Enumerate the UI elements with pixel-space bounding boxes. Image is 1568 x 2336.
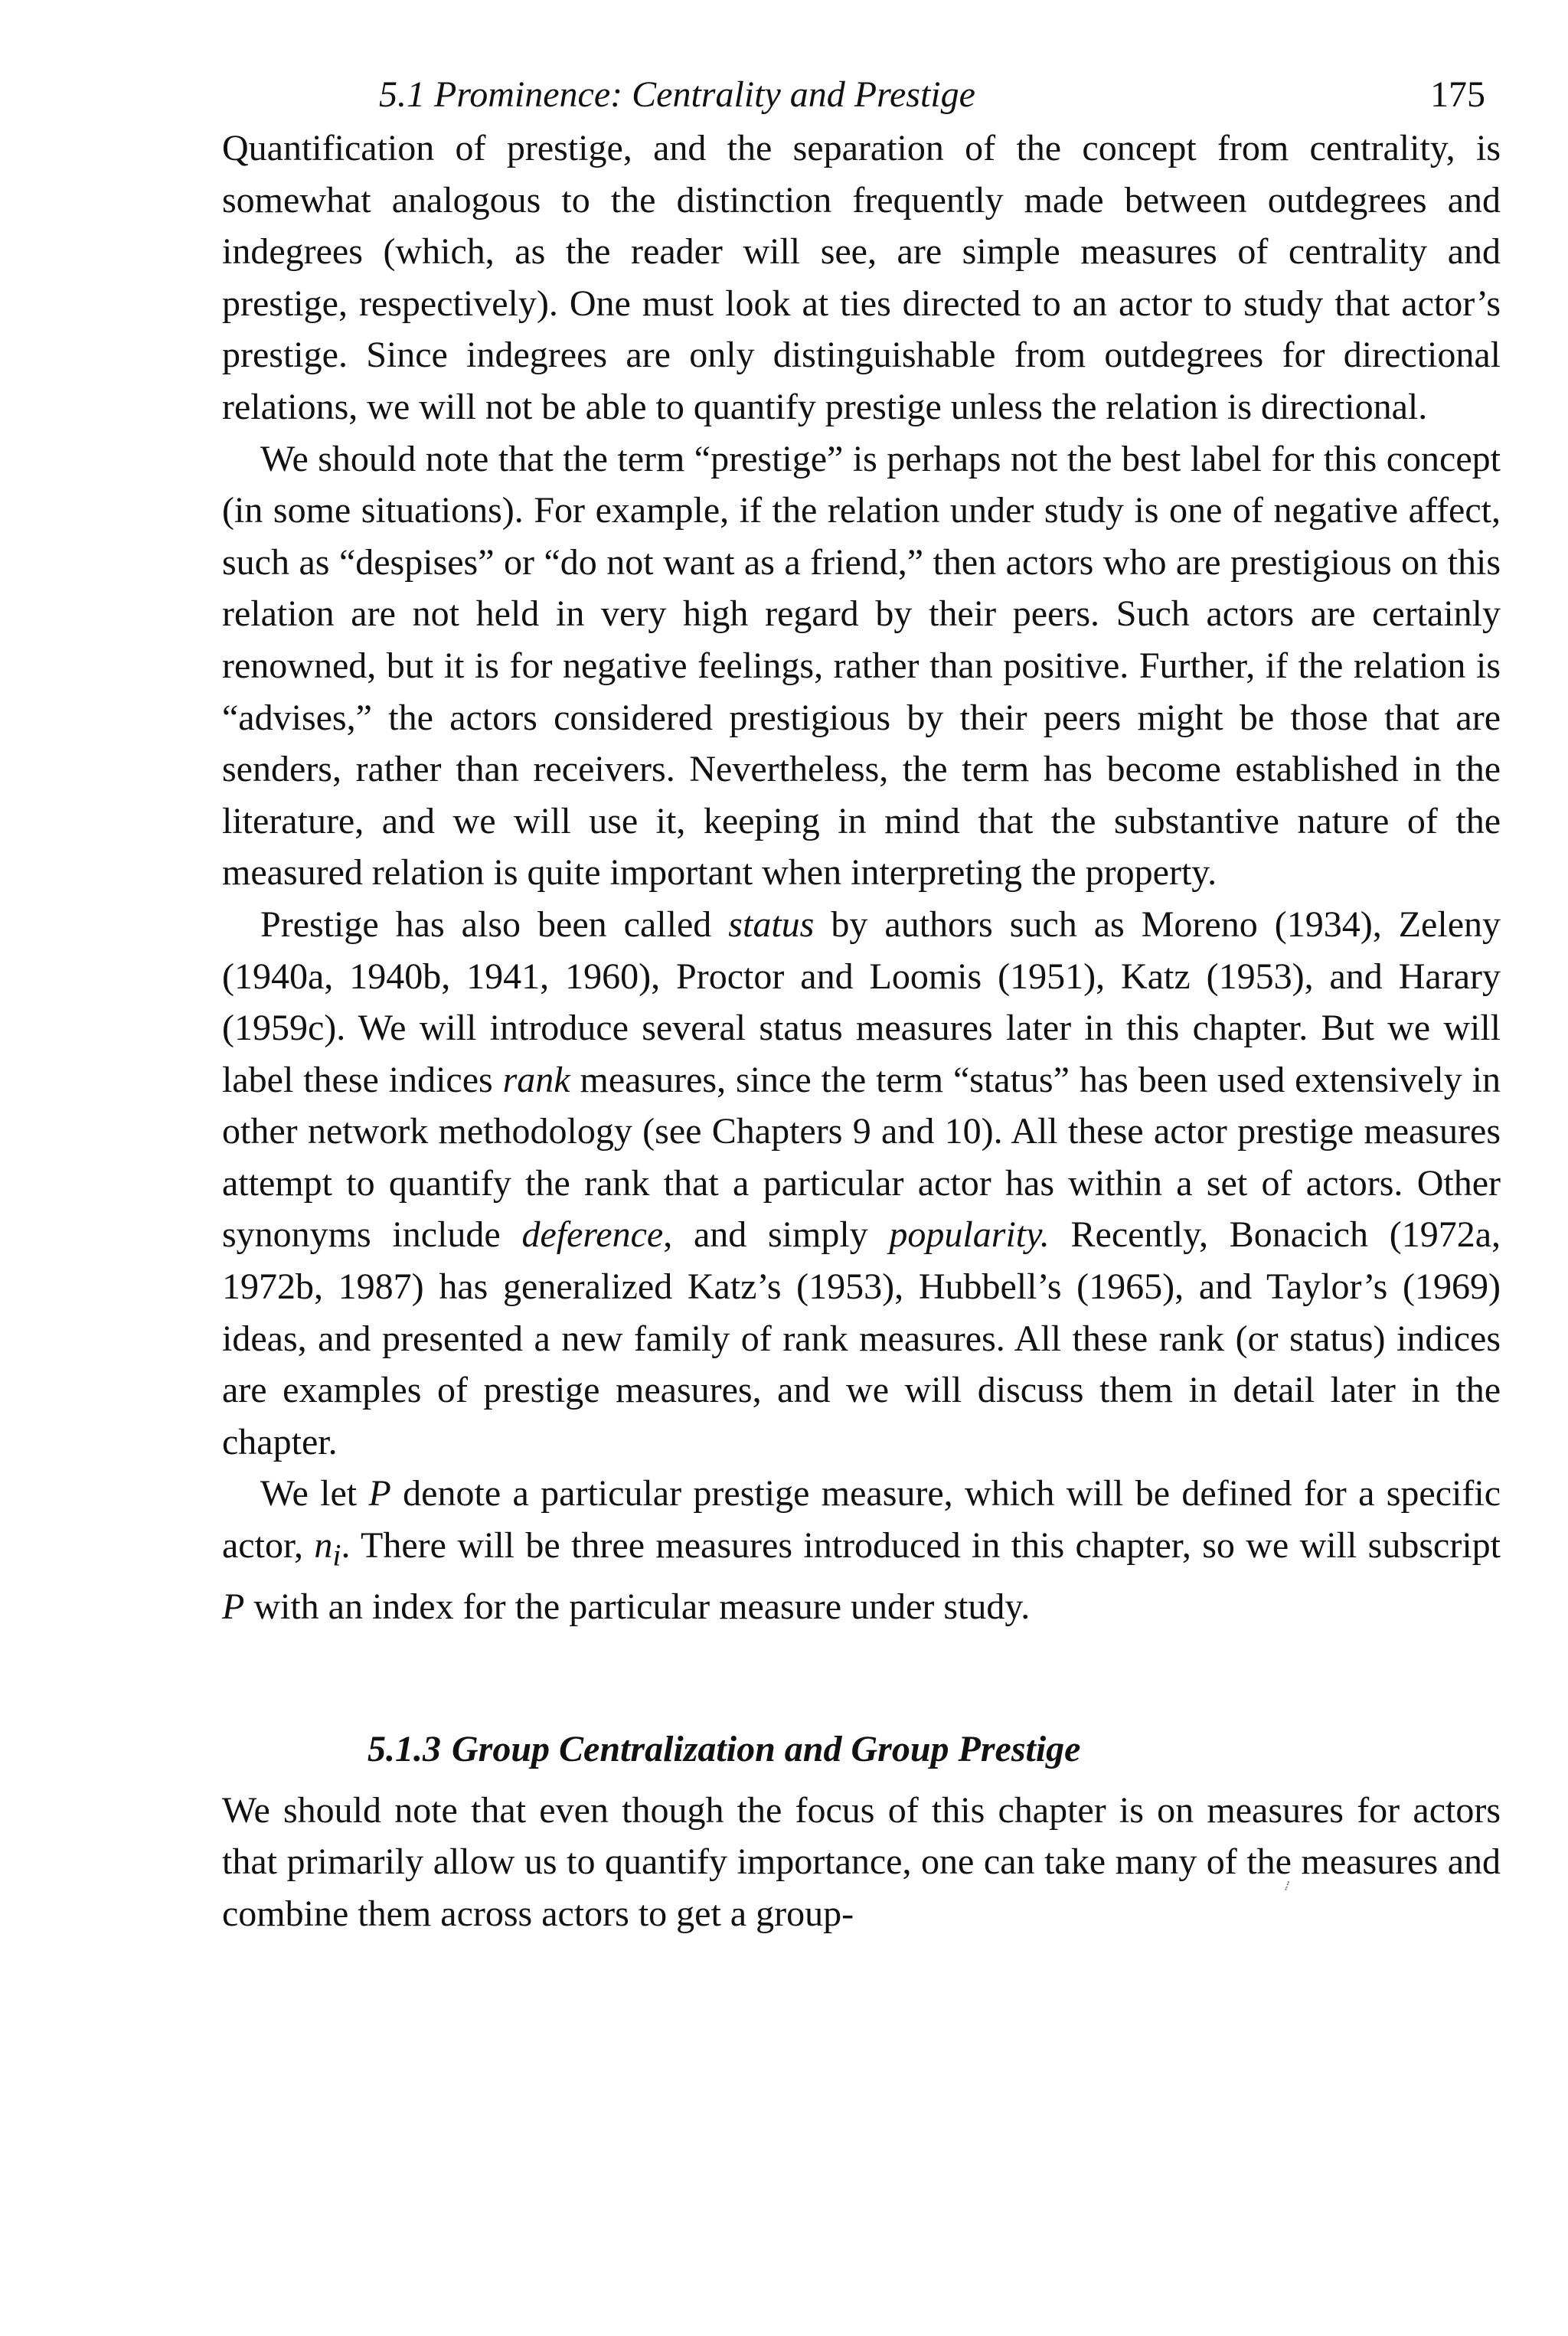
symbol-p: P	[368, 1473, 391, 1514]
section-number: 5.1.3	[368, 1728, 441, 1769]
paragraph-2: We should note that the term “prestige” is perhaps not the best label for this concept (in some situations). For example, if the relation under study is one of negative affect, such as “despises” or “do not want as a friend,” then actors who are prestigious on this relation are not held in very high regard by their peers. Such actors are certainly renowned, but it is for negative feelings, rather than positive. Further, if the relation is “advises,” the actors considered prestigious by their peers might be those that are senders, rather than receivers. Nevertheless, the term has become established in the literature, and we will use it, keeping in mind that the substantive nature of the measured relation is quite important when interpreting the property.	[222, 438, 1501, 894]
page-number: 175	[1430, 74, 1485, 115]
paragraph-3-text: Prestige has also been called	[260, 903, 729, 945]
paragraph-3-text: measures, since the term “status” has been used extensively in other network methodology (see Chapters 9 and 10). All these actor prestige measures attempt to quantify the rank that a particular actor has within a set of actors. Other synonyms include	[222, 1059, 1501, 1256]
paragraph-4	[222, 1468, 1501, 1632]
term-status: status	[728, 903, 815, 945]
section-heading	[368, 1722, 1501, 1777]
paragraph-4-text: We let	[260, 1473, 369, 1514]
symbol-p: P	[222, 1586, 245, 1628]
body-text	[222, 123, 1501, 1940]
paragraph-4-text: denote a particular prestige measure, which will be defined for a specific actor,	[222, 1473, 1501, 1567]
paragraph-3-text: by authors such as Moreno (1934), Zeleny (1940a, 1940b, 1941, 1960), Proctor and Loomis (1951), Katz (1953), and Harary (1959c). We will introduce several status measures later in this chapter. But we will label these indices	[222, 903, 1501, 1100]
running-head	[222, 67, 1501, 123]
paragraph-3	[222, 899, 1501, 1469]
symbol-i-subscript: i	[332, 1537, 341, 1573]
paragraph-3-text: Recently, Bonacich (1972a, 1972b, 1987) has generalized Katz’s (1953), Hubbell’s (1965), and Taylor’s (1969) ideas, and presented a new family of rank measures. All these rank (or status) indices are examples of prestige measures, and we will discuss them in detail later in the chapter.	[222, 1214, 1501, 1462]
paragraph-4-text: with an index for the particular measure under study.	[244, 1586, 1031, 1628]
symbol-n: n	[314, 1525, 333, 1567]
term-rank: rank	[502, 1059, 570, 1100]
section-spacer	[222, 1633, 1501, 1722]
book-page	[222, 67, 1501, 1940]
term-popularity: popularity.	[889, 1214, 1050, 1256]
paragraph-5: We should note that even though the focus of this chapter is on measures for actors that primarily allow us to quantify importance, one can take many of the measures and combine them across actors to get a group-	[222, 1789, 1501, 1934]
running-title: 5.1 Prominence: Centrality and Prestige	[379, 74, 975, 115]
paragraph-1: Quantification of prestige, and the separation of the concept from centrality, is somewhat analogous to the distinction frequently made between outdegrees and indegrees (which, as the reader will see, are simple measures of centrality and prestige, respectively). One must look at ties directed to an actor to study that actor’s prestige. Since indegrees are only distinguishable from outdegrees for directional relations, we will not be able to quantify prestige unless the relation is directional.	[222, 128, 1501, 427]
section-title: Group Centralization and Group Prestige	[452, 1728, 1081, 1769]
paragraph-4-text: . There will be three measures introduced in this chapter, so we will subscript	[341, 1525, 1501, 1567]
term-deference: deference	[521, 1214, 664, 1256]
paragraph-3-text: , and simply	[663, 1214, 890, 1256]
